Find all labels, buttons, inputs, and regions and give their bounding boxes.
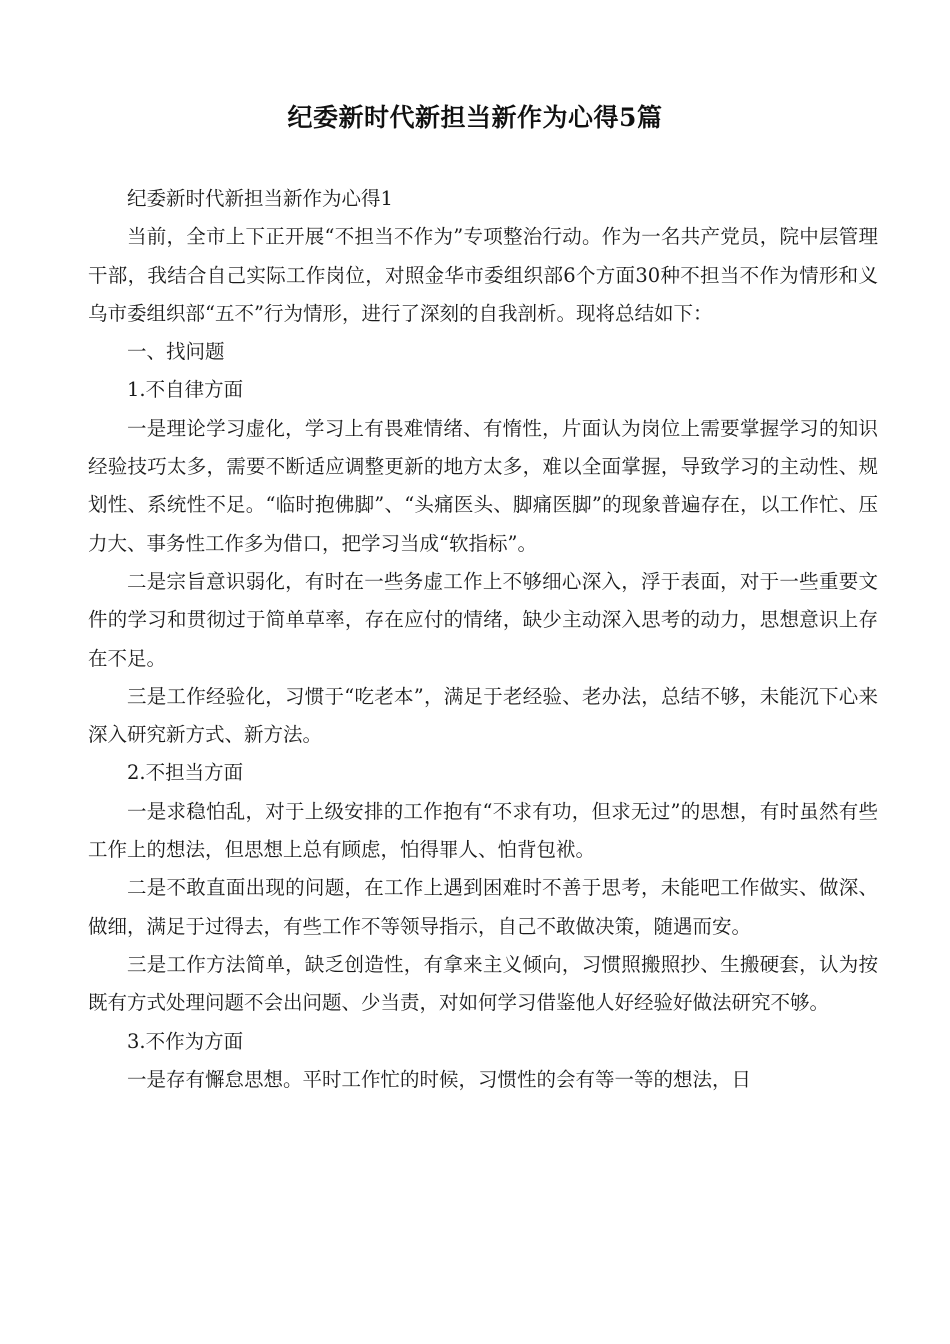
paragraph: 三是工作方法简单，缺乏创造性，有拿来主义倾向，习惯照搬照抄、生搬硬套，认为按既有方式处理问题不会出问题、少当责，对如何学习借鉴他人好经验好做法研究不够。 <box>88 952 878 1015</box>
paragraph-subtitle: 纪委新时代新担当新作为心得1 <box>127 187 393 210</box>
paragraph: 二是不敢直面出现的问题，在工作上遇到困难时不善于思考，未能吧工作做实、做深、做细，满足于过得去，有些工作不等领导指示，自己不敢做决策，随遇而安。 <box>88 876 878 938</box>
subsection-heading: 3.不作为方面 <box>127 1029 244 1053</box>
paragraph: 一是存有懈怠思想。平时工作忙的时候，习惯性的会有等一等的想法，日 <box>127 1067 752 1091</box>
subsection-heading: 2.不担当方面 <box>127 761 244 785</box>
paragraph: 三是工作经验化，习惯于“吃老本”，满足于老经验、老办法，总结不够，未能沉下心来深入研究新方式、新方法。 <box>88 684 878 747</box>
paragraph: 当前，全市上下正开展“不担当不作为”专项整治行动。作为一名共产党员，院中层管理干部，我结合自己实际工作岗位，对照金华市委组织部6个方面30种不担当不作为情形和义乌市委组织部“五不”行为情形，进行了深刻的自我剖析。现将总结如下： <box>88 225 878 325</box>
paragraph: 一是求稳怕乱，对于上级安排的工作抱有“不求有功，但求无过”的思想，有时虽然有些工作上的想法，但思想上总有顾虑，怕得罪人、怕背包袱。 <box>88 799 878 862</box>
document-title: 纪委新时代新担当新作为心得5篇 <box>287 103 663 132</box>
paragraph: 二是宗旨意识弱化，有时在一些务虚工作上不够细心深入，浮于表面，对于一些重要文件的学习和贯彻过于简单草率，存在应付的情绪，缺少主动深入思考的动力，思想意识上存在不足。 <box>88 569 878 670</box>
subsection-heading: 1.不自律方面 <box>127 378 244 402</box>
paragraph: 一是理论学习虚化，学习上有畏难情绪、有惰性，片面认为岗位上需要掌握学习的知识经验技巧太多，需要不断适应调整更新的地方太多，难以全面掌握，导致学习的主动性、规划性、系统性不足。“临时抱佛脚”、“头痛医头、脚痛医脚”的现象普遍存在，以工作忙、压力大、事务性工作多为借口，把学习当成“软指标”。 <box>88 416 878 555</box>
document-body <box>88 180 878 1099</box>
section-heading: 一、找问题 <box>127 340 225 364</box>
